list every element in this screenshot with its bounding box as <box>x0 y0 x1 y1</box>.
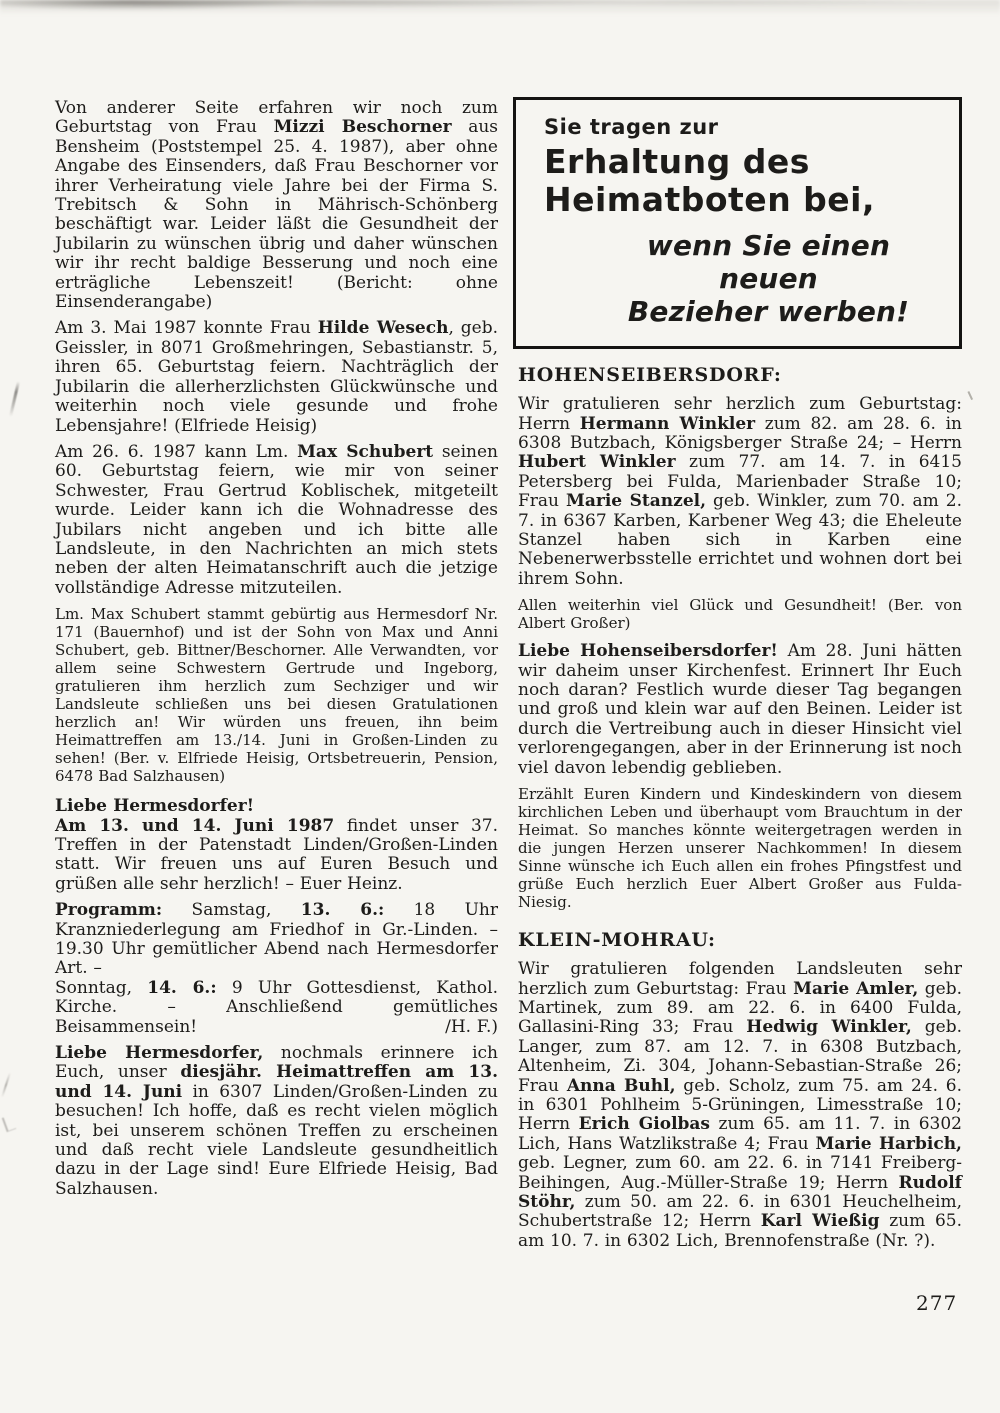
text-segment: in 6307 Linden/Großen-Linden zu besuchen! Ich hoffe, daß es recht vielen möglich ist, bei unserem schönen Treffen zu erscheinen und daß recht viele Landsleute gesundheitlich dazu in der Lage sind! Eure Elfriede Heisig, Bad Salzhausen. <box>55 1081 498 1199</box>
paragraph-erzaehlt-euren-kindern <box>518 785 962 911</box>
right-column <box>513 97 962 1258</box>
text-segment: Am 26. 6. 1987 kann Lm. <box>55 441 298 462</box>
paragraph-liebe-hermesdorfer-1 <box>55 797 498 894</box>
bold-text: Anna Buhl, <box>566 1075 676 1096</box>
bold-text: Hubert Winkler <box>518 452 676 473</box>
bold-text: Marie Stanzel, <box>566 491 707 512</box>
bold-text: 14. 6.: <box>147 977 217 998</box>
promo-headline <box>544 143 941 219</box>
paragraph-hohenseibersdorf-geburtstage <box>518 395 962 589</box>
paragraph-glueckwunsch-grosser <box>518 596 962 632</box>
paragraph-klein-mohrau-geburtstage <box>518 960 962 1251</box>
right-column-text <box>518 364 962 1251</box>
text-segment: Sonntag, <box>55 977 148 998</box>
text-segment: Lm. Max Schubert stammt gebürtig aus Hermesdorf Nr. 171 (Bauernhof) und ist der Sohn von Max und Anni Schubert, geb. Bittner/Beschorner. Alle Verwandten, vor allem seine Schwestern Gertrude und Ingeborg, gratulieren ihm herzlich zum Sechziger und wir Landsleute schließen uns bei diesen Gratulationen herzlich an! Wir würden uns freuen, ihn beim Heimattreffen am 13./14. Juni in Großen-Linden zu sehen! (Ber. v. Elfriede Heisig, Ortsbetreuerin, Pension, 6478 Bad Salzhausen) <box>55 605 498 786</box>
text-segment: zum 50. am 22. 6. in 6301 Heuchelheim, Schubertstraße 12; Herrn <box>518 1191 962 1232</box>
bold-text: Programm: <box>55 900 163 921</box>
text-segment: 9 Uhr Gottesdienst, Kathol. Kirche. – Anschließend gemütliches Beisammensein! <box>55 977 498 1037</box>
paragraph-liebe-hohenseibersdorfer <box>518 642 962 778</box>
text-segment: Wir gratulieren folgenden Landsleuten sehr herzlich zum Geburtstag: Frau <box>518 959 962 999</box>
text-segment: geb. Winkler, zum 70. am 2. 7. in 6367 Karben, Karbener Weg 43; die Eheleute Stanzel haben sich in Karben eine Nebenerwerbsstelle errichtet und wohnen dort bei ihrem Sohn. <box>518 491 962 589</box>
text-segment: Allen weiterhin viel Glück und Gesundheit! (Ber. von Albert Großer) <box>518 596 962 633</box>
bold-text: Erich Giolbas <box>578 1114 711 1135</box>
bold-text: Mizzi Beschorner <box>273 117 452 138</box>
text-segment: Erzählt Euren Kindern und Kindeskindern von diesem kirchlichen Leben und überhaupt vom Brauchtum in der Heimat. So manches könnte weitergetragen werden in die jungen Herzen unserer Nachkommen! In diesem Sinne wünsche ich Euch allen ein frohes Pfingstfest und grüße Euch herzlich Euer Albert Großer aus Fulda-Niesig. <box>518 785 962 912</box>
paragraph-liebe-hermesdorfer-2 <box>55 1044 498 1199</box>
text-segment: Am 28. Juni hätten wir daheim unser Kirchenfest. Erinnert Ihr Euch noch daran? Festlich wurde dieser Tag begangen und groß und klein war auf den Beinen. Leider ist durch die Vertreibung auch in dieser Hinsicht viel verlorengegangen, aber in der Erinnerung ist noch viel davon lebendig geblieben. <box>518 641 962 778</box>
promo-tagline-line2: Bezieher werben! <box>627 295 910 329</box>
bold-text: 13. 6.: <box>300 900 385 921</box>
text-segment: Wir gratulieren sehr herzlich zum Geburtstag: Herrn <box>518 394 962 434</box>
margin-pencil-mark <box>2 1115 17 1133</box>
page-number: 277 <box>916 1291 958 1315</box>
promo-box <box>513 97 962 349</box>
paragraph-mizzi-beschorner <box>55 99 498 312</box>
promo-tagline <box>544 229 941 328</box>
text-segment: nochmals erinnere ich Euch, unser <box>55 1043 498 1083</box>
text-segment: aus Bensheim (Poststempel 25. 4. 1987), aber ohne Angabe des Einsenders, daß Frau Beschorner vor ihrer Verheiratung viele Jahre bei der Firma S. Trebitsch & Sohn in Mährisch-Schönberg beschäftigt war. Leider läßt die Gesundheit der Jubilarin zu wünschen übrig und daher wünschen wir ihr recht baldige Besserung und noch eine erträgliche Lebenszeit! (Bericht: ohne Einsenderangabe) <box>55 117 499 313</box>
section-heading-hohenseibersdorf: HOHENSEIBERSDORF: <box>518 364 782 387</box>
text-segment: zum 65. am 10. 7. in 6302 Lich, Brennofenstraße (Nr. ?). <box>518 1211 962 1251</box>
text-segment: geb. Martinek, zum 89. am 22. 6. in 6400 Fulda, Gallasini-Ring 33; Frau <box>518 978 962 1038</box>
margin-tick-artifact <box>967 389 977 400</box>
bold-text: Liebe Hohenseibersdorfer! <box>518 641 778 662</box>
bold-text: Marie Amler, <box>793 978 919 999</box>
bold-text: Am 13. und 14. Juni 1987 <box>55 815 335 836</box>
bold-text: Rudolf Stöhr, <box>518 1172 962 1212</box>
text-segment: Von anderer Seite erfahren wir noch zum Geburtstag von Frau <box>55 98 498 138</box>
bold-text: Marie Harbich, <box>815 1133 962 1154</box>
promo-tagline-line1: wenn Sie einen neuen <box>646 229 891 296</box>
text-segment: geb. Langer, zum 87. am 12. 7. in 6308 Butzbach, Altenheim, Zi. 304, Johann-Sebastian-Straße 26; Frau <box>518 1017 962 1096</box>
text-segment: zum 77. am 14. 7. in 6415 Petersberg bei Fulda, Marienbader Straße 10; Frau <box>518 452 962 512</box>
paragraph-programm <box>55 901 498 1037</box>
bold-text: Hermann Winkler <box>579 413 756 434</box>
paragraph-schubert-details <box>55 605 498 785</box>
bold-text: Hilde Wesech <box>317 318 449 339</box>
text-segment: findet unser 37. Treffen in der Patenstadt Linden/Großen-Linden statt. Wir freuen uns auf Euren Besuch und grüßen alle sehr herzlich! – Euer Heinz. <box>55 815 499 894</box>
scan-smudge-artifact <box>0 0 1000 18</box>
bold-text: Hedwig Winkler, <box>746 1017 912 1038</box>
bold-text: Liebe Hermesdorfer! <box>55 796 255 817</box>
text-segment: 18 Uhr Kranzniederlegung am Friedhof in Gr.-Linden. – 19.30 Uhr gemütlicher Abend nach Hermesdorfer Art. – <box>55 900 498 979</box>
text-segment: Am 3. Mai 1987 konnte Frau <box>55 318 318 339</box>
paragraph-max-schubert <box>55 443 498 598</box>
bold-text: Karl Wießig <box>760 1211 880 1232</box>
left-column <box>55 99 498 1206</box>
text-segment: /H. F.) <box>445 1016 498 1037</box>
text-segment: , geb. Geissler, in 8071 Großmehringen, Sebastianstr. 5, ihren 65. Geburtstag feiern. Nachträglich der Jubilarin die allerherzlichsten Glückwünsche und weiterhin noch viele gesunde und frohe Lebensjahre! (Elfriede Heisig) <box>55 318 498 436</box>
promo-headline-line2: Heimatboten bei, <box>544 180 876 220</box>
text-segment: geb. Legner, zum 60. am 22. 6. in 7141 Freiberg-Beihingen, Aug.-Müller-Straße 19; Herrn <box>518 1153 962 1193</box>
text-segment: zum 82. am 28. 6. in 6308 Butzbach, Königsberger Straße 24; – Herrn <box>518 413 963 453</box>
promo-intro: Sie tragen zur <box>544 115 719 139</box>
text-segment: geb. Scholz, zum 75. am 24. 6. in 6301 Pohlheim 5-Grüningen, Limesstraße 10; Herrn <box>518 1075 963 1135</box>
text-segment: seinen 60. Geburtstag feiern, wie mir von seiner Schwester, Frau Gertrud Koblischek, mitgeteilt wurde. Leider kann ich die Wohnadresse des Jubilars nicht angeben und ich bitte alle Landsleute, in den Nachrichten an mich stets neben der alten Heimatanschrift auch die jetzige vollständige Adresse mitzuteilen. <box>55 441 498 598</box>
margin-pencil-mark <box>1 1072 11 1097</box>
paragraph-hilde-wesech <box>55 319 498 435</box>
margin-pencil-mark <box>9 381 20 417</box>
promo-headline-line1: Erhaltung des <box>544 142 810 182</box>
section-heading-klein-mohrau: KLEIN-MOHRAU: <box>518 929 716 952</box>
text-segment: Samstag, <box>162 900 301 921</box>
bold-text: diesjähr. Heimattreffen am 13. und 14. Juni <box>55 1062 499 1102</box>
bold-text: Max Schubert <box>297 441 434 462</box>
bold-text: Liebe Hermesdorfer, <box>55 1043 264 1064</box>
text-segment: zum 65. am 11. 7. in 6302 Lich, Hans Watzlikstraße 4; Frau <box>518 1114 962 1154</box>
